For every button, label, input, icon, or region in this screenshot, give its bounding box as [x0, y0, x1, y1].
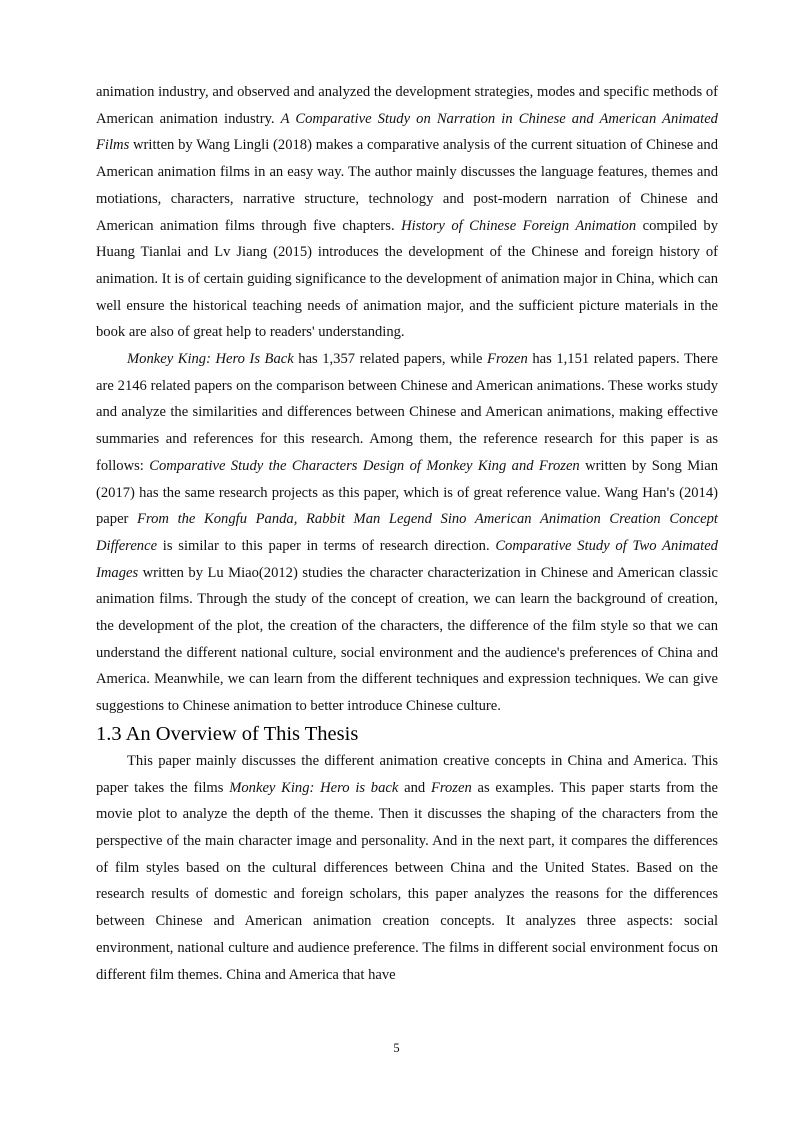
- paragraph-thesis-overview: [96, 748, 718, 988]
- paragraph-literature-review-1: [96, 79, 718, 346]
- paper-title: Comparative Study of Two Animated Images: [96, 537, 718, 581]
- paper-title: Comparative Study the Characters Design of Monkey King and Frozen: [149, 457, 580, 474]
- paragraph-literature-review-2: [96, 346, 718, 720]
- page-body: [96, 79, 718, 988]
- text-run: has 1,357 related papers, while: [293, 351, 488, 368]
- book-title: History of Chinese Foreign Animation: [401, 217, 637, 234]
- text-run: animation industry, and observed and analyzed the development strategies, modes and specific methods of American animation industry.: [96, 84, 718, 127]
- film-title: Frozen: [430, 779, 472, 796]
- text-run: compiled by Huang Tianlai and Lv Jiang (2015) introduces the development of the Chinese and foreign history of animation. It is of certain guiding significance to the development of animation major in China, which can well ensure the historical teaching needs of animation major, and the sufficient picture materials in the book are also of great help to readers' understanding.: [96, 217, 718, 341]
- text-run: written by Song Mian (2017) has the same research projects as this paper, which is of great reference value. Wang Han's (2014) paper: [96, 457, 718, 528]
- text-run: This paper mainly discusses the different animation creative concepts in China and America. This paper takes the films: [96, 752, 718, 796]
- film-title: Monkey King: Hero is back: [229, 779, 399, 796]
- text-run: written by Lu Miao(2012) studies the character characterization in Chinese and American classic animation films. Through the study of the concept of creation, we can learn the background of creation, the development of the plot, the creation of the characters, the difference of the film style so that we can understand the different national culture, social environment and the audience's preferences of China and America. Meanwhile, we can learn from the different techniques and expression techniques. We can give suggestions to Chinese animation to better introduce Chinese culture.: [96, 564, 718, 715]
- page-number: 5: [393, 1041, 400, 1055]
- text-run: is similar to this paper in terms of research direction.: [157, 537, 496, 554]
- paper-title: From the Kongfu Panda, Rabbit Man Legend Sino American Animation Creation Concept Difference: [96, 511, 718, 554]
- text-run: and: [398, 779, 431, 796]
- film-title: Monkey King: Hero Is Back: [127, 351, 294, 368]
- text-run: has 1,151 related papers. There are 2146 related papers on the comparison between Chinese and American animations. These works study and analyze the similarities and differences between Chinese and American animations, making effective summaries and references for this research. Among them, the reference research for this paper is as follows:: [96, 351, 718, 474]
- text-run: as examples. This paper starts from the movie plot to analyze the depth of the theme. Then it discusses the shaping of the characters from the perspective of the main character image and personality. And in the next part, it compares the differences of film styles based on the cultural differences between China and the United States. Based on the research results of domestic and foreign scholars, this paper analyzes the reasons for the differences between Chinese and American animation creation concepts. It analyzes three aspects: social environment, national culture and audience preference. The films in different social environment focus on different film themes. China and America that have: [96, 779, 718, 983]
- section-heading: 1.3 An Overview of This Thesis: [96, 722, 359, 745]
- book-title: A Comparative Study on Narration in Chinese and American Animated Films: [96, 110, 718, 154]
- text-run: written by Wang Lingli (2018) makes a comparative analysis of the current situation of Chinese and American animation films in an easy way. The author mainly discusses the language features, themes and motiations, characters, narrative structure, technology and post-modern narration of Chinese and American animation films through five chapters.: [96, 137, 718, 234]
- film-title: Frozen: [487, 351, 528, 368]
